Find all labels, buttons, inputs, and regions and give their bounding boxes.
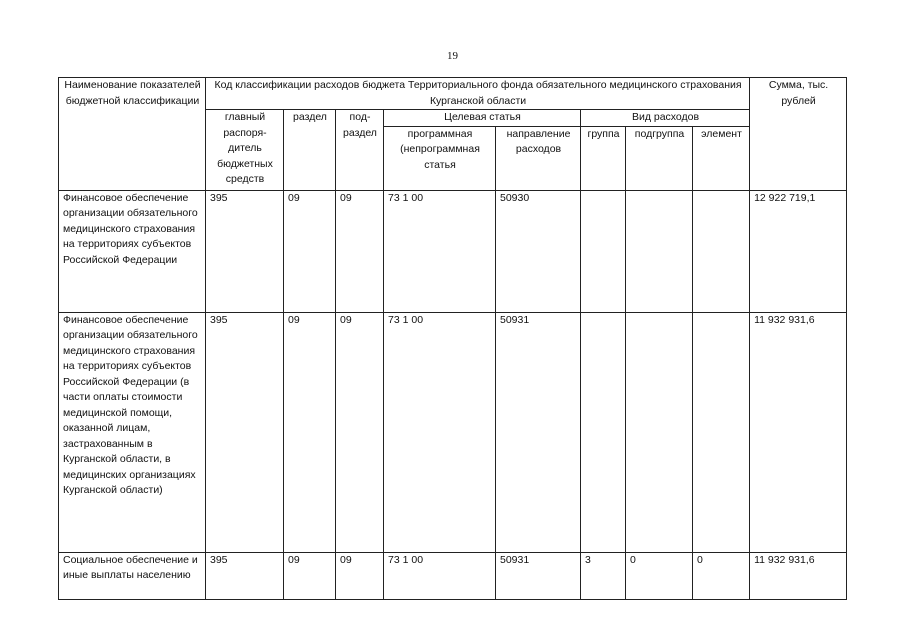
budget-classification-table <box>58 77 847 600</box>
table-row <box>59 190 847 312</box>
header-subgroup: подгруппа <box>626 126 693 190</box>
row-name: Социальное обеспечение и иные выплаты населению <box>59 552 206 599</box>
row-subsection: 09 <box>336 312 384 552</box>
row-element <box>693 190 750 312</box>
header-expense-direction: направление расходов <box>496 126 581 190</box>
row-name: Финансовое обеспечение организации обязательного медицинского страхования на территориях субъектов Российской Федерации (в части оплаты стоимости медицинской помощи, оказанной лицам, застрахованным в Курганской области, в медицинских организациях Курганской области) <box>59 312 206 552</box>
header-expense-type: Вид расходов <box>581 110 750 127</box>
row-direction: 50930 <box>496 190 581 312</box>
header-main-manager: главный распоря-дитель бюджетных средств <box>206 110 284 191</box>
header-code-group: Код классификации расходов бюджета Территориального фонда обязательного медицинского страхования Курганской области <box>206 78 750 110</box>
page-number: 19 <box>447 50 458 62</box>
row-subgroup <box>626 190 693 312</box>
row-subgroup: 0 <box>626 552 693 599</box>
row-manager: 395 <box>206 312 284 552</box>
row-amount: 11 932 931,6 <box>750 552 847 599</box>
row-direction: 50931 <box>496 312 581 552</box>
row-amount: 12 922 719,1 <box>750 190 847 312</box>
row-group <box>581 312 626 552</box>
row-program: 73 1 00 <box>384 190 496 312</box>
row-element: 0 <box>693 552 750 599</box>
header-row-1 <box>59 78 847 110</box>
row-amount: 11 932 931,6 <box>750 312 847 552</box>
row-subsection: 09 <box>336 552 384 599</box>
row-element <box>693 312 750 552</box>
row-manager: 395 <box>206 190 284 312</box>
row-subsection: 09 <box>336 190 384 312</box>
header-subsection: под-раздел <box>336 110 384 191</box>
row-program: 73 1 00 <box>384 312 496 552</box>
header-section: раздел <box>284 110 336 191</box>
header-program-article: программная (непрограммная статья <box>384 126 496 190</box>
table-row <box>59 552 847 599</box>
header-element: элемент <box>693 126 750 190</box>
table-row <box>59 312 847 552</box>
row-group: 3 <box>581 552 626 599</box>
row-name: Финансовое обеспечение организации обязательного медицинского страхования на территориях субъектов Российской Федерации <box>59 190 206 312</box>
row-subgroup <box>626 312 693 552</box>
row-program: 73 1 00 <box>384 552 496 599</box>
row-section: 09 <box>284 190 336 312</box>
row-manager: 395 <box>206 552 284 599</box>
row-group <box>581 190 626 312</box>
header-sum-column: Сумма, тыс. рублей <box>750 78 847 191</box>
row-section: 09 <box>284 552 336 599</box>
header-group: группа <box>581 126 626 190</box>
header-target-article: Целевая статья <box>384 110 581 127</box>
row-section: 09 <box>284 312 336 552</box>
row-direction: 50931 <box>496 552 581 599</box>
header-name-column: Наименование показателей бюджетной классификации <box>59 78 206 191</box>
